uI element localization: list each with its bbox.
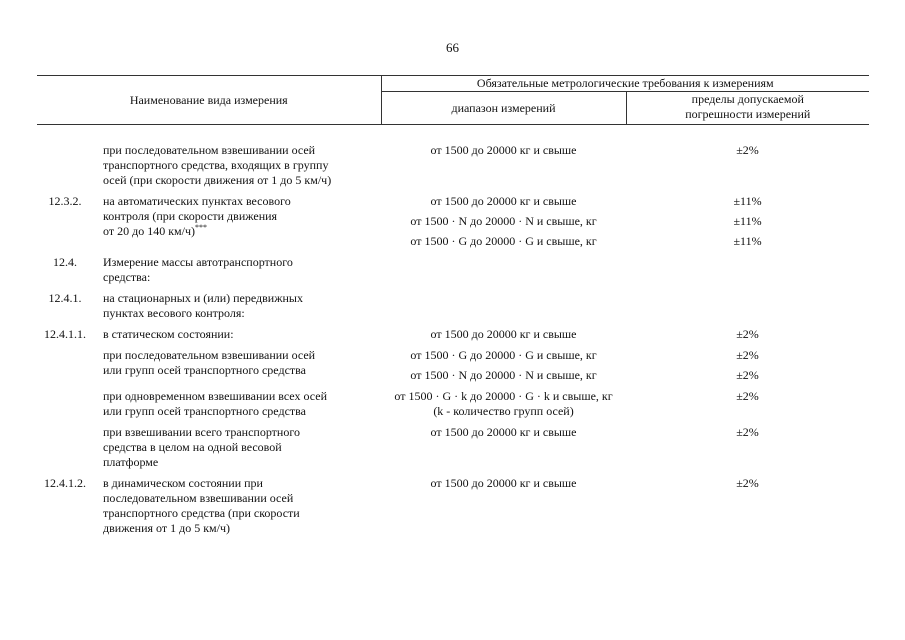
measurement-name-text: или групп осей транспортного средства — [103, 404, 306, 418]
page-number: 66 — [446, 40, 459, 55]
measurement-name-line — [103, 425, 375, 440]
measurement-name-text: от 20 до 140 км/ч) — [103, 224, 195, 238]
measurement-name-line — [103, 158, 375, 173]
measurement-name — [99, 285, 381, 321]
measurement-range — [381, 125, 626, 189]
range-value: от 1500 · N до 20000 · N и свыше, кг — [410, 214, 597, 228]
measurement-name-text: Измерение массы автотранспортного — [103, 255, 293, 269]
table-row — [37, 383, 869, 419]
measurement-name-text: при последовательном взвешивании осей — [103, 143, 316, 157]
measurement-name-line — [103, 476, 375, 491]
range-value: от 1500 · G до 20000 · G и свыше, кг — [410, 234, 597, 248]
measurement-name — [99, 419, 381, 470]
range-value: от 1500 до 20000 кг и свыше — [430, 476, 577, 490]
row-number — [37, 383, 99, 419]
row-number: 12.4.1.1. — [44, 327, 86, 341]
table-row — [37, 285, 869, 321]
row-number — [37, 419, 99, 470]
measurement-name-text: транспортного средства, входящих в группу — [103, 158, 329, 172]
error-limit — [626, 383, 869, 419]
measurement-name-line — [103, 209, 375, 224]
error-limit — [626, 470, 869, 536]
measurement-name-line — [103, 363, 375, 378]
footnote-mark: *** — [194, 223, 207, 232]
range-value: от 1500 · N до 20000 · N и свыше, кг — [410, 368, 597, 382]
measurement-name-line — [103, 306, 375, 321]
measurement-name-text: транспортного средства (при скорости — [103, 506, 300, 520]
measurement-name-line — [103, 455, 375, 470]
header-error-limits — [626, 92, 869, 125]
measurement-name-text: в динамическом состоянии при — [103, 476, 263, 490]
measurement-name-text: при последовательном взвешивании осей — [103, 348, 316, 362]
measurement-name-text: в статическом состоянии: — [103, 327, 234, 341]
header-range: диапазон измерений — [381, 92, 626, 125]
error-value: ±2% — [736, 389, 759, 403]
measurement-range — [381, 188, 626, 249]
measurement-name — [99, 249, 381, 285]
measurement-name-text: контроля (при скорости движения — [103, 209, 278, 223]
error-value: ±2% — [736, 368, 759, 382]
error-value: ±2% — [736, 143, 759, 157]
table-row — [37, 188, 869, 249]
measurement-name-text: платформе — [103, 455, 159, 469]
metrology-table — [37, 75, 869, 536]
measurement-name-text: осей (при скорости движения от 1 до 5 км/ч) — [103, 173, 332, 187]
measurement-name — [99, 321, 381, 342]
measurement-name-text: средства: — [103, 270, 151, 284]
measurement-name-line — [103, 389, 375, 404]
error-value: ±11% — [733, 194, 762, 208]
measurement-name-text: пунктах весового контроля: — [103, 306, 245, 320]
measurement-range — [381, 419, 626, 470]
error-limit — [626, 321, 869, 342]
measurement-name — [99, 188, 381, 249]
error-value: ±2% — [736, 348, 759, 362]
measurement-name-text: движения от 1 до 5 км/ч) — [103, 521, 230, 535]
row-number — [37, 342, 99, 383]
range-value: от 1500 до 20000 кг и свыше — [430, 327, 577, 341]
measurement-name-text: при одновременном взвешивании всех осей — [103, 389, 327, 403]
error-limit — [626, 125, 869, 189]
measurement-name — [99, 342, 381, 383]
range-value: от 1500 · G · k до 20000 · G · k и свыше, кг — [394, 389, 613, 403]
measurement-range — [381, 470, 626, 536]
measurement-name-text: на стационарных и (или) передвижных — [103, 291, 303, 305]
table-row — [37, 125, 869, 189]
measurement-name-text: средства в целом на одной весовой — [103, 440, 282, 454]
measurement-name-line — [103, 194, 375, 209]
measurement-range — [381, 342, 626, 383]
table-body — [37, 125, 869, 537]
measurement-name-line — [103, 491, 375, 506]
measurement-name — [99, 383, 381, 419]
measurement-name-text: последовательном взвешивании осей — [103, 491, 294, 505]
measurement-name-line — [103, 440, 375, 455]
error-limit — [626, 285, 869, 321]
measurement-name-line — [103, 506, 375, 521]
error-limit — [626, 188, 869, 249]
table-row — [37, 342, 869, 383]
table-row — [37, 419, 869, 470]
measurement-name-line — [103, 521, 375, 536]
table-row — [37, 249, 869, 285]
measurement-name-line — [103, 143, 375, 158]
error-value: ±11% — [733, 234, 762, 248]
range-value: (k - количество групп осей) — [433, 404, 574, 418]
error-limit — [626, 249, 869, 285]
measurement-name-text: при взвешивании всего транспортного — [103, 425, 300, 439]
table-row — [37, 470, 869, 536]
measurement-name-line — [103, 173, 375, 188]
row-number: 12.4.1. — [48, 291, 82, 305]
range-value: от 1500 до 20000 кг и свыше — [430, 194, 577, 208]
measurement-range — [381, 321, 626, 342]
header-measurement-name: Наименование вида измерения — [37, 76, 381, 125]
table-row — [37, 321, 869, 342]
row-number: 12.4. — [53, 255, 77, 269]
error-value: ±2% — [736, 327, 759, 341]
error-value: ±2% — [736, 476, 759, 490]
measurement-name-line — [103, 270, 375, 285]
measurement-range — [381, 249, 626, 285]
measurement-name-text: на автоматических пунктах весового — [103, 194, 291, 208]
measurement-name-line — [103, 327, 375, 342]
measurement-name — [99, 470, 381, 536]
measurement-name-line — [103, 404, 375, 419]
range-value: от 1500 до 20000 кг и свыше — [430, 425, 577, 439]
measurement-range — [381, 285, 626, 321]
range-value: от 1500 · G до 20000 · G и свыше, кг — [410, 348, 597, 362]
row-number: 12.3.2. — [48, 194, 82, 208]
error-value: ±11% — [733, 214, 762, 228]
error-value: ±2% — [736, 425, 759, 439]
measurement-name — [99, 125, 381, 189]
range-value: от 1500 до 20000 кг и свыше — [430, 143, 577, 157]
row-number — [37, 125, 99, 189]
header-error-line1: пределы допускаемой — [691, 92, 804, 106]
header-requirements-group: Обязательные метрологические требования к измерениям — [381, 76, 869, 92]
measurement-name-line — [103, 348, 375, 363]
error-limit — [626, 342, 869, 383]
measurement-range — [381, 383, 626, 419]
header-error-line2: погрешности измерений — [685, 107, 811, 121]
error-limit — [626, 419, 869, 470]
row-number: 12.4.1.2. — [44, 476, 86, 490]
measurement-name-line — [103, 224, 375, 239]
measurement-name-line — [103, 291, 375, 306]
measurement-name-text: или групп осей транспортного средства — [103, 363, 306, 377]
measurement-name-line — [103, 255, 375, 270]
table-header — [37, 76, 869, 125]
